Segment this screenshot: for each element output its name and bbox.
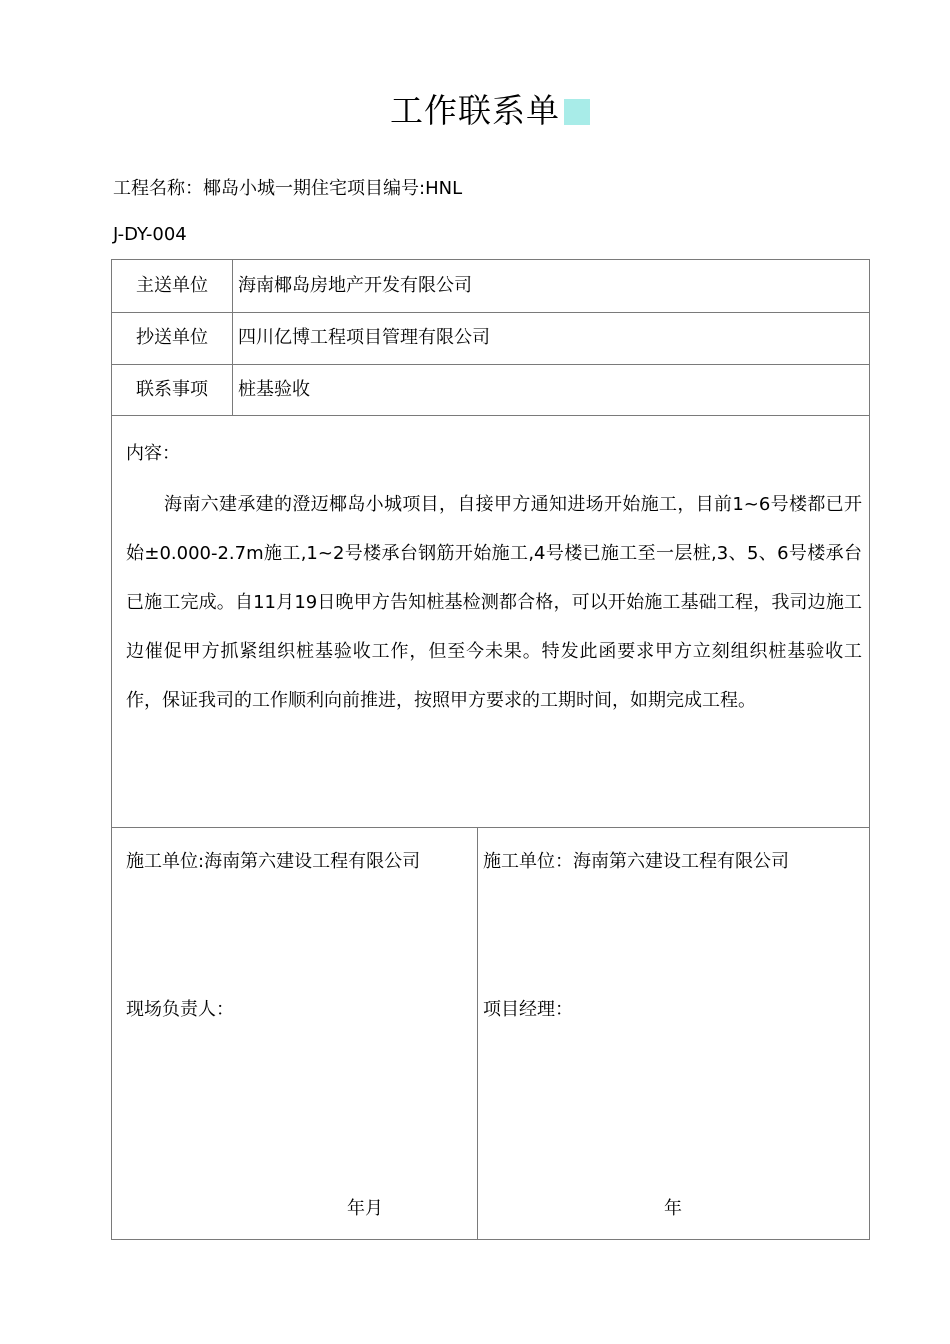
project-name-line: 工程名称：椰岛小城一期住宅项目编号:HNL	[113, 178, 463, 199]
recipient-label: 主送单位	[136, 275, 208, 296]
contact-form-table	[111, 259, 870, 1240]
cc-label: 抄送单位	[136, 327, 208, 348]
left-person: 现场负责人：	[126, 999, 234, 1020]
cc-value: 四川亿博工程项目管理有限公司	[238, 327, 490, 348]
subject-label: 联系事项	[136, 379, 208, 400]
left-date: 年月	[347, 1198, 383, 1219]
column-divider	[232, 260, 233, 415]
project-code-line: J-DY-004	[113, 224, 187, 245]
page-title	[0, 86, 950, 136]
right-date: 年	[664, 1198, 682, 1219]
title-text: 工作联系单	[390, 91, 560, 130]
row-divider	[112, 827, 869, 828]
content-body: 海南六建承建的澄迈椰岛小城项目，自接甲方通知进场开始施工，目前1~6号楼都已开始±0.000-2.7m施工,1~2号楼承台钢筋开始施工,4号楼已施工至一层桩,3、5、6号楼承台已施工完成。自11月19日晚甲方告知桩基检测都合格，可以开始施工基础工程，我司边施工边催促甲方抓紧组织桩基验收工作，但至今未果。特发此函要求甲方立刻组织桩基验收工作，保证我司的工作顺利向前推进，按照甲方要求的工期时间，如期完成工程。	[126, 494, 862, 711]
subject-value: 桩基验收	[238, 379, 310, 400]
column-divider	[477, 827, 478, 1240]
content-label: 内容：	[126, 443, 180, 464]
recipient-value: 海南椰岛房地产开发有限公司	[238, 275, 472, 296]
right-person: 项目经理：	[483, 999, 573, 1020]
title-marker	[564, 99, 590, 125]
left-unit: 施工单位:海南第六建设工程有限公司	[126, 851, 421, 872]
right-unit: 施工单位：海南第六建设工程有限公司	[483, 851, 789, 872]
